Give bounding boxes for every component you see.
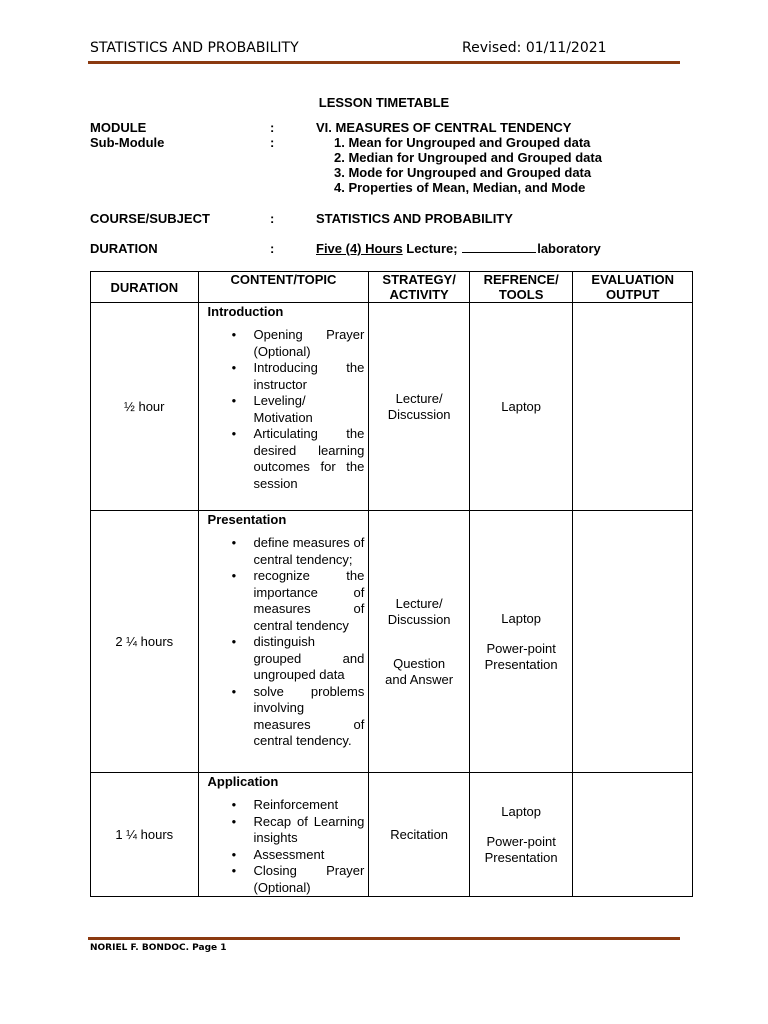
submodule-label: Sub-Module <box>90 135 165 150</box>
course-value: STATISTICS AND PROBABILITY <box>316 211 513 226</box>
row-strategy <box>369 511 470 773</box>
strategy-line: Recitation <box>390 826 449 842</box>
tool-line: Presentation <box>484 849 558 865</box>
list-item: ● Opening Prayer (Optional) <box>254 327 365 360</box>
row-tools <box>469 773 573 897</box>
row-duration: 1 ¼ hours <box>91 773 199 897</box>
footer-page-label: NORIEL F. BONDOC. Page 1 <box>90 943 227 953</box>
header-duration: DURATION <box>91 272 199 303</box>
list-item: ● solve problems involving measures of central tendency. <box>254 684 365 750</box>
table-header-row <box>91 272 693 303</box>
row-evaluation <box>573 303 693 511</box>
header-evaluation-line: EVALUATION <box>591 272 674 287</box>
header-content: CONTENT/TOPIC <box>198 272 369 303</box>
row-strategy <box>369 773 470 897</box>
row-bullets <box>208 327 365 492</box>
submodule-colon: : <box>270 135 275 150</box>
list-item: ● distinguish grouped and ungrouped data <box>254 634 365 684</box>
table-row <box>91 511 693 773</box>
tool-line: Power-point <box>486 833 556 849</box>
table-row <box>91 303 693 511</box>
row-heading: Application <box>207 774 279 789</box>
spacer <box>471 820 572 834</box>
row-content <box>198 773 369 897</box>
duration-label: DURATION <box>90 241 158 256</box>
strategy-line: Discussion <box>387 406 451 422</box>
list-item: ● Assessment <box>254 847 365 864</box>
header-reference <box>469 272 573 303</box>
row-evaluation <box>573 511 693 773</box>
duration-value <box>316 241 601 256</box>
list-item: ● Reinforcement <box>254 797 365 814</box>
row-bullets <box>208 797 365 896</box>
row-evaluation <box>573 773 693 897</box>
list-item: ● Articulating the desired learning outcomes for the session <box>254 426 365 492</box>
strategy-line: Lecture/ <box>395 390 443 406</box>
duration-hours: Five (4) Hours <box>316 241 403 256</box>
row-heading: Introduction <box>207 304 284 319</box>
submodule-item: 4. Properties of Mean, Median, and Mode <box>334 180 586 195</box>
row-content <box>198 303 369 511</box>
header-strategy-line: ACTIVITY <box>389 287 449 302</box>
footer-divider <box>88 937 680 940</box>
course-label: COURSE/SUBJECT <box>90 211 210 226</box>
header-reference-line: TOOLS <box>498 287 544 302</box>
module-label: MODULE <box>90 120 147 135</box>
header-subject: STATISTICS AND PROBABILITY <box>90 40 299 56</box>
list-item: ● Introducing the instructor <box>254 360 365 393</box>
submodule-item: 2. Median for Ungrouped and Grouped data <box>334 150 602 165</box>
header-evaluation <box>573 272 693 303</box>
header-reference-line: REFRENCE/ <box>483 272 559 287</box>
row-tools <box>469 303 573 511</box>
submodule-item: 3. Mode for Ungrouped and Grouped data <box>334 165 592 180</box>
row-heading: Presentation <box>207 512 287 527</box>
module-colon: : <box>270 120 275 135</box>
list-item: ● Recap of Learning insights <box>254 814 365 847</box>
header-strategy-line: STRATEGY/ <box>382 272 456 287</box>
row-duration: ½ hour <box>91 303 199 511</box>
tool-line: Power-point <box>486 640 556 656</box>
duration-lecture: Lecture; <box>402 241 462 256</box>
duration-lab: laboratory <box>537 241 601 256</box>
row-bullets <box>208 535 365 750</box>
lesson-timetable <box>90 271 693 897</box>
header-revised-date: Revised: 01/11/2021 <box>462 40 607 56</box>
list-item: ● define measures of central tendency; <box>254 535 365 568</box>
spacer <box>370 628 468 656</box>
tool-line: Laptop <box>501 398 542 414</box>
list-item: ● recognize the importance of measures of central tendency <box>254 568 365 634</box>
course-colon: : <box>270 211 275 226</box>
header-strategy <box>369 272 470 303</box>
row-duration: 2 ¼ hours <box>91 511 199 773</box>
header-divider <box>88 61 680 64</box>
strategy-line: Discussion <box>387 611 451 627</box>
strategy-line: and Answer <box>385 671 454 687</box>
tool-line: Laptop <box>501 803 542 819</box>
table-row <box>91 773 693 897</box>
row-strategy <box>369 303 470 511</box>
tool-line: Laptop <box>501 610 542 626</box>
duration-colon: : <box>270 241 275 256</box>
page-title: LESSON TIMETABLE <box>318 95 450 110</box>
submodule-item: 1. Mean for Ungrouped and Grouped data <box>334 135 591 150</box>
row-content <box>198 511 369 773</box>
spacer <box>471 627 572 641</box>
list-item: ● Closing Prayer (Optional) <box>254 863 365 896</box>
tool-line: Presentation <box>484 656 558 672</box>
laboratory-blank <box>462 241 536 253</box>
strategy-line: Lecture/ <box>395 595 443 611</box>
header-evaluation-line: OUTPUT <box>605 287 660 302</box>
list-item: ● Leveling/ Motivation <box>254 393 365 426</box>
row-tools <box>469 511 573 773</box>
strategy-line: Question <box>393 655 446 671</box>
module-value: VI. MEASURES OF CENTRAL TENDENCY <box>316 120 572 135</box>
